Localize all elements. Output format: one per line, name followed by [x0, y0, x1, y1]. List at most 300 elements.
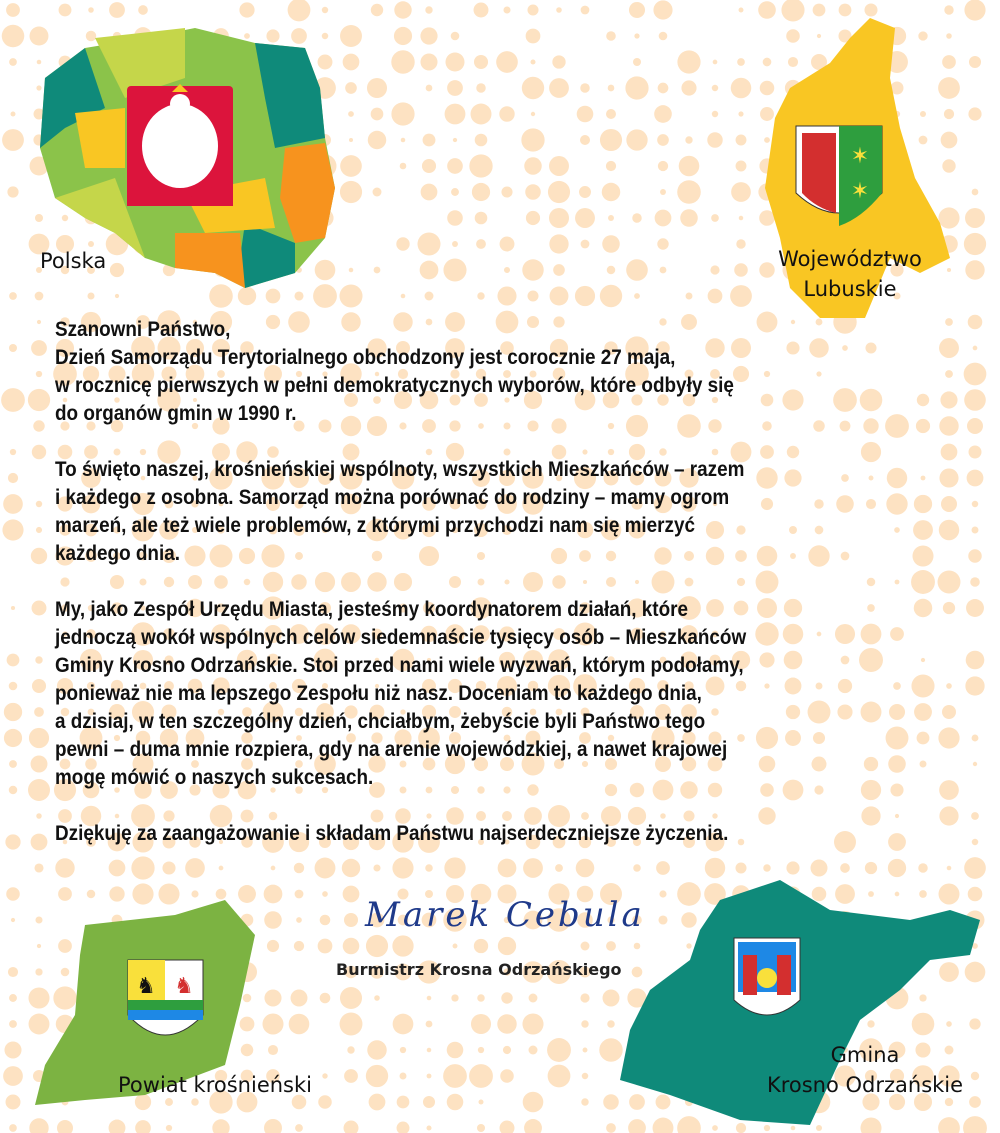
- background-dot: [55, 858, 74, 877]
- background-dot: [9, 682, 18, 691]
- background-dot: [861, 702, 882, 723]
- background-dot: [861, 624, 882, 645]
- background-dot: [968, 549, 981, 562]
- background-dot: [371, 108, 384, 121]
- background-dot: [392, 935, 413, 956]
- background-dot: [911, 570, 935, 594]
- background-dot: [885, 414, 909, 438]
- background-dot: [866, 499, 876, 509]
- background-dot: [497, 1014, 516, 1033]
- county-label: Powiat krośnieński: [118, 1073, 312, 1097]
- background-dot: [212, 1119, 229, 1133]
- paragraph-line: Dzień Samorządu Terytorialnego obchodzony jest corocznie 27 maja,: [55, 346, 676, 369]
- background-dot: [3, 1066, 23, 1086]
- background-dot: [758, 1, 776, 19]
- background-dot: [400, 1073, 407, 1080]
- background-dot: [5, 834, 20, 849]
- background-dot: [527, 290, 538, 301]
- background-dot: [738, 111, 743, 116]
- background-dot: [342, 859, 360, 877]
- background-dot: [367, 1040, 386, 1059]
- background-dot: [426, 1021, 433, 1028]
- paragraph-gap: [55, 792, 823, 820]
- background-dot: [4, 703, 22, 721]
- background-dot: [36, 813, 42, 819]
- background-dot: [841, 552, 850, 561]
- lubuskie-label-line2: Lubuskie: [803, 277, 897, 301]
- background-dot: [911, 674, 934, 697]
- background-dot: [888, 859, 906, 877]
- letter-body: [55, 316, 823, 848]
- background-dot: [972, 839, 978, 845]
- background-dot: [973, 762, 977, 766]
- background-dot: [677, 50, 700, 73]
- background-dot: [633, 864, 641, 872]
- background-dot: [422, 159, 436, 173]
- background-dot: [530, 59, 535, 64]
- background-dot: [393, 1014, 414, 1035]
- background-dot: [109, 2, 125, 18]
- background-dot: [501, 186, 512, 197]
- paragraph-line: My, jako Zespół Urzędu Miasta, jesteśmy koordynatorem działań, które: [55, 598, 688, 621]
- lubuskie-label-line1: Województwo: [778, 247, 922, 271]
- background-dot: [397, 1096, 410, 1109]
- background-dot: [942, 705, 956, 719]
- background-dot: [345, 82, 357, 94]
- background-dot: [320, 915, 331, 926]
- background-dot: [838, 679, 852, 693]
- paragraph-line: ponieważ nie ma lepszego Zespołu niż nasz. Doceniam to każdego dnia,: [55, 682, 702, 705]
- background-dot: [295, 1124, 303, 1132]
- background-dot: [529, 1046, 538, 1055]
- background-dot: [8, 967, 18, 977]
- background-dot: [730, 285, 752, 307]
- background-dot: [764, 1125, 770, 1131]
- background-dot: [496, 51, 518, 73]
- paragraph-line: do organów gmin w 1990 r.: [55, 402, 297, 425]
- background-dot: [9, 786, 18, 795]
- background-dot: [239, 2, 254, 17]
- background-dot: [451, 188, 459, 196]
- lubuskie-label: [750, 244, 950, 304]
- background-dot: [861, 806, 880, 825]
- background-dot: [9, 344, 17, 352]
- background-dot: [427, 1074, 432, 1079]
- background-dot: [970, 577, 980, 587]
- background-dot: [816, 1125, 822, 1131]
- background-dot: [629, 2, 645, 18]
- background-dot: [36, 527, 42, 533]
- background-dot: [264, 885, 283, 904]
- background-dot: [972, 735, 979, 742]
- background-dot: [731, 182, 751, 202]
- background-dot: [917, 394, 929, 406]
- background-dot: [9, 1020, 17, 1028]
- background-dot: [786, 861, 799, 874]
- background-dot: [6, 1095, 21, 1110]
- background-dot: [529, 994, 538, 1003]
- background-dot: [291, 990, 308, 1007]
- background-dot: [166, 1125, 172, 1131]
- background-dot: [296, 917, 302, 923]
- background-dot: [580, 993, 589, 1002]
- background-dot: [36, 501, 42, 507]
- background-dot: [579, 186, 591, 198]
- background-dot: [916, 419, 930, 433]
- background-dot: [2, 519, 23, 540]
- background-dot: [660, 267, 667, 274]
- background-dot: [374, 267, 381, 274]
- background-dot: [791, 1126, 796, 1131]
- background-dot: [632, 213, 642, 223]
- background-dot: [447, 1094, 464, 1111]
- background-dot: [451, 994, 458, 1001]
- background-dot: [917, 732, 930, 745]
- background-dot: [581, 942, 590, 951]
- background-dot: [343, 54, 360, 71]
- background-dot: [887, 468, 907, 488]
- background-dot: [29, 728, 49, 748]
- background-dot: [527, 4, 538, 15]
- background-dot: [941, 444, 958, 461]
- background-dot: [138, 5, 148, 15]
- background-dot: [10, 111, 15, 116]
- background-dot: [914, 495, 932, 513]
- background-dot: [626, 129, 647, 150]
- background-dot: [500, 1121, 515, 1133]
- paragraph-line: pewni – duma mnie rozpiera, gdy na arenie wojewódzkiej, a nawet krajowej: [55, 738, 728, 761]
- background-dot: [888, 755, 906, 773]
- background-dot: [348, 111, 354, 117]
- background-dot: [549, 78, 569, 98]
- background-dot: [391, 50, 414, 73]
- background-dot: [37, 320, 41, 324]
- background-dot: [966, 599, 984, 617]
- background-dot: [451, 32, 460, 41]
- background-dot: [478, 1047, 484, 1053]
- background-dot: [344, 1069, 358, 1083]
- background-dot: [861, 442, 881, 462]
- paragraph: [55, 456, 823, 568]
- background-dot: [606, 31, 616, 41]
- background-dot: [264, 989, 281, 1006]
- background-dot: [294, 863, 304, 873]
- background-dot: [373, 864, 380, 871]
- background-dot: [600, 129, 622, 151]
- commune-label-line2: Krosno Odrzańskie: [766, 1073, 964, 1097]
- background-dot: [474, 939, 488, 953]
- background-dot: [109, 860, 126, 877]
- background-dot: [860, 389, 883, 412]
- background-dot: [658, 83, 669, 94]
- background-dot: [834, 831, 856, 853]
- background-dot: [972, 527, 979, 534]
- background-dot: [710, 265, 719, 274]
- background-dot: [939, 338, 959, 358]
- background-dot: [9, 994, 17, 1002]
- background-dot: [865, 862, 877, 874]
- background-dot: [556, 7, 562, 13]
- background-dot: [524, 157, 541, 174]
- background-dot: [914, 703, 932, 721]
- background-dot: [811, 860, 828, 877]
- background-dot: [501, 992, 512, 1003]
- background-dot: [549, 208, 569, 228]
- background-dot: [890, 627, 904, 641]
- background-dot: [474, 55, 488, 69]
- background-dot: [912, 545, 933, 566]
- greeting: Szanowni Państwo,: [55, 318, 231, 341]
- background-dot: [7, 654, 20, 667]
- background-dot: [469, 1064, 493, 1088]
- background-dot: [633, 58, 641, 66]
- background-dot: [867, 578, 876, 587]
- signature-title: Burmistrz Krosna Odrzańskiego: [336, 960, 622, 979]
- background-dot: [318, 1095, 332, 1109]
- background-dot: [522, 259, 543, 280]
- background-dot: [523, 858, 543, 878]
- background-dot: [606, 161, 616, 171]
- background-dot: [33, 420, 44, 431]
- background-dot: [343, 938, 360, 955]
- background-dot: [523, 1092, 544, 1113]
- background-dot: [941, 496, 957, 512]
- background-dot: [344, 1121, 359, 1133]
- background-dot: [712, 111, 718, 117]
- background-dot: [964, 363, 987, 386]
- background-dot: [503, 1046, 511, 1054]
- background-dot: [447, 1042, 464, 1059]
- background-dot: [88, 7, 94, 13]
- background-dot: [608, 85, 615, 92]
- background-dot: [547, 1038, 571, 1062]
- poland-coat-of-arms-icon: [127, 84, 233, 206]
- background-dot: [918, 863, 928, 873]
- background-dot: [655, 210, 672, 227]
- background-dot: [965, 676, 984, 695]
- background-dot: [680, 209, 698, 227]
- background-dot: [607, 266, 616, 275]
- background-dot: [945, 318, 953, 326]
- background-dot: [526, 211, 540, 225]
- background-dot: [443, 258, 466, 281]
- background-dot: [972, 501, 978, 507]
- background-dot: [894, 527, 900, 533]
- svg-text:✶: ✶: [850, 178, 870, 203]
- background-dot: [890, 783, 903, 796]
- paragraph-line: marzeń, ale też wiele problemów, z którymi przychodzi nam się mierzyć: [55, 514, 696, 537]
- background-dot: [475, 212, 488, 225]
- background-dot: [581, 1020, 588, 1027]
- background-dot: [295, 890, 304, 899]
- background-dot: [268, 1045, 278, 1055]
- background-dot: [369, 1094, 386, 1111]
- background-dot: [965, 208, 985, 228]
- commune-coat-of-arms-icon: [734, 938, 800, 1015]
- background-dot: [833, 388, 857, 412]
- background-dot: [32, 601, 47, 616]
- background-dot: [886, 727, 909, 750]
- background-dot: [549, 234, 568, 253]
- background-dot: [893, 682, 901, 690]
- background-dot: [626, 259, 648, 281]
- background-dot: [477, 1124, 485, 1132]
- background-dot: [964, 389, 986, 411]
- background-dot: [477, 292, 484, 299]
- background-dot: [859, 648, 883, 672]
- commune-label-line1: Gmina: [830, 1043, 900, 1067]
- background-dot: [31, 756, 48, 773]
- background-dot: [964, 857, 986, 879]
- background-dot: [499, 106, 514, 121]
- background-dot: [31, 834, 48, 851]
- background-dot: [657, 238, 668, 249]
- background-dot: [736, 161, 747, 172]
- background-dot: [711, 214, 719, 222]
- background-dot: [500, 1069, 514, 1083]
- background-dot: [939, 416, 958, 435]
- background-dot: [653, 0, 672, 19]
- background-dot: [322, 891, 328, 897]
- paragraph-line: a dzisiaj, w ten szczególny dzień, chciałbym, żebyście byli Państwo tego: [55, 710, 706, 733]
- background-dot: [969, 56, 981, 68]
- background-dot: [575, 286, 595, 306]
- commune-label: [750, 1040, 980, 1100]
- background-dot: [947, 866, 952, 871]
- paragraph: [55, 820, 823, 848]
- background-dot: [420, 53, 437, 70]
- background-dot: [522, 77, 544, 99]
- paragraph-line: jednoczą wokół wspólnych celów siedemnaście tysięcy osób – Mieszkańców: [55, 626, 747, 649]
- background-dot: [835, 624, 855, 644]
- background-dot: [837, 704, 852, 719]
- background-dot: [886, 493, 907, 514]
- background-dot: [443, 1064, 467, 1088]
- background-dot: [109, 1120, 126, 1133]
- background-dot: [472, 183, 490, 201]
- background-dot: [967, 418, 983, 434]
- background-dot: [7, 186, 18, 197]
- background-dot: [28, 389, 50, 411]
- background-dot: [400, 163, 407, 170]
- background-dot: [264, 911, 282, 929]
- background-dot: [548, 1065, 571, 1088]
- background-dot: [939, 806, 958, 825]
- background-dot: [401, 138, 406, 143]
- background-dot: [397, 1122, 410, 1133]
- background-dot: [28, 779, 50, 801]
- background-dot: [32, 445, 46, 459]
- background-dot: [3, 494, 23, 514]
- background-dot: [315, 858, 336, 879]
- background-dot: [864, 757, 878, 771]
- background-dot: [34, 707, 44, 717]
- background-dot: [392, 857, 413, 878]
- background-dot: [401, 294, 406, 299]
- background-dot: [344, 913, 358, 927]
- svg-text:✶: ✶: [850, 143, 870, 168]
- background-dot: [634, 293, 640, 299]
- background-dot: [577, 106, 594, 123]
- background-dot: [634, 33, 639, 38]
- paragraph-line: To święto naszej, krośnieńskiej wspólnoty, wszystkich Mieszkańców – razem: [55, 458, 745, 481]
- background-dot: [581, 1098, 588, 1105]
- background-dot: [400, 1047, 406, 1053]
- background-dot: [966, 651, 985, 670]
- background-dot: [131, 856, 154, 879]
- paragraph-gap: [55, 428, 823, 456]
- background-dot: [29, 1118, 48, 1133]
- background-dot: [888, 833, 906, 851]
- signature: Marek Cebula: [365, 895, 645, 935]
- background-dot: [475, 134, 488, 147]
- background-dot: [394, 27, 412, 45]
- background-dot: [477, 994, 485, 1002]
- paragraph-line: Gminy Krosno Odrzańskie. Stoi przed nami wiele wyzwań, którym podołamy,: [55, 654, 744, 677]
- background-dot: [135, 1120, 151, 1133]
- background-dot: [895, 814, 899, 818]
- background-dot: [6, 3, 20, 17]
- background-dot: [447, 210, 463, 226]
- background-dot: [427, 996, 432, 1001]
- background-dot: [289, 1014, 310, 1035]
- background-dot: [349, 138, 353, 142]
- background-dot: [6, 887, 20, 901]
- background-dot: [500, 237, 515, 252]
- background-dot: [939, 780, 959, 800]
- background-dot: [679, 156, 700, 177]
- background-dot: [294, 941, 304, 951]
- background-dot: [4, 1041, 21, 1058]
- background-dot: [867, 604, 875, 612]
- background-dot: [476, 239, 486, 249]
- background-dot: [396, 237, 409, 250]
- background-dot: [582, 1073, 588, 1079]
- background-dot: [654, 105, 672, 123]
- background-dot: [374, 995, 380, 1001]
- background-dot: [550, 287, 569, 306]
- background-dot: [264, 1119, 282, 1133]
- background-dot: [420, 27, 437, 44]
- background-dot: [969, 446, 982, 459]
- background-dot: [2, 25, 25, 48]
- background-dot: [271, 866, 276, 871]
- background-dot: [841, 474, 849, 482]
- background-dot: [531, 112, 535, 116]
- paragraph-gap: [55, 568, 823, 596]
- background-dot: [347, 1046, 354, 1053]
- paragraph-line: Dziękuję za zaangażowanie i składam Państwu najserdeczniejsze życzenia.: [55, 822, 729, 845]
- poland-label: Polska: [40, 249, 107, 273]
- background-dot: [35, 656, 42, 663]
- background-dot: [840, 863, 850, 873]
- background-dot: [606, 109, 616, 119]
- background-dot: [9, 760, 17, 768]
- background-dot: [734, 263, 748, 277]
- background-dot: [681, 80, 696, 95]
- background-dot: [478, 1099, 483, 1104]
- background-dot: [889, 704, 905, 720]
- background-dot: [427, 1048, 432, 1053]
- background-dot: [522, 1013, 543, 1034]
- background-dot: [583, 1048, 588, 1053]
- background-dot: [581, 6, 590, 15]
- background-dot: [713, 60, 718, 65]
- background-dot: [498, 937, 516, 955]
- background-dot: [445, 104, 466, 125]
- paragraph-line: każdego dnia.: [55, 542, 180, 565]
- background-dot: [417, 232, 440, 255]
